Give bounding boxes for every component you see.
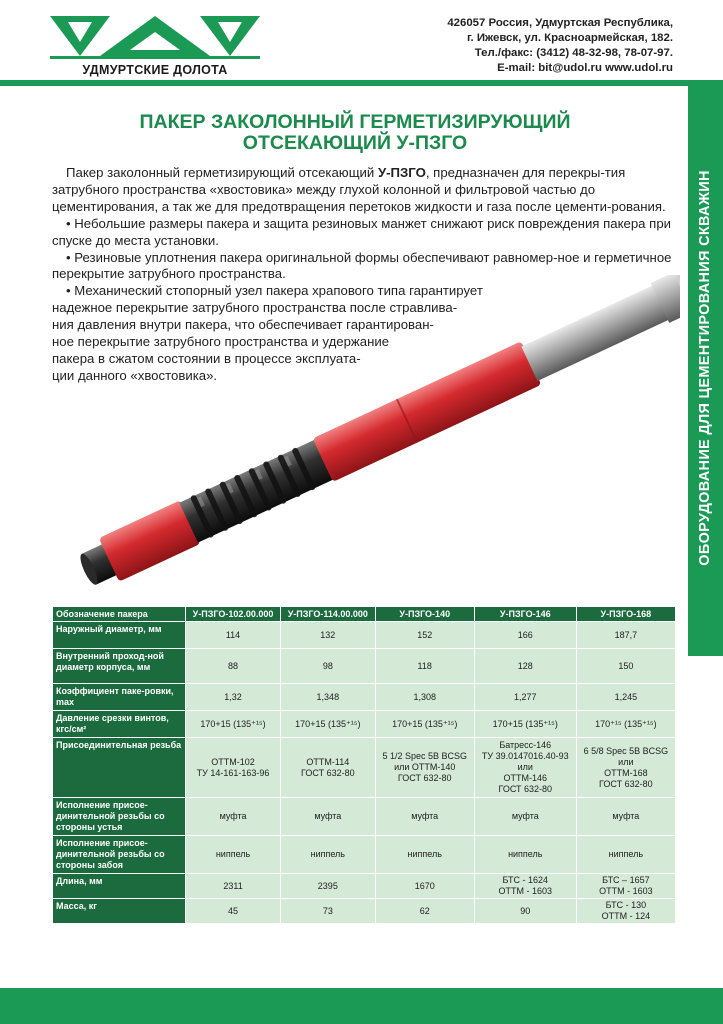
header-model: У-ПЗГО-146 [474,607,576,622]
table-cell: 150 [576,649,675,684]
udol-triangles-logo-icon [50,14,260,62]
table-cell: муфта [281,798,376,836]
table-cell: 1,32 [186,684,281,711]
table-cell: 170⁺¹⁵ (135⁺¹⁵) [576,711,675,738]
row-label: Присоединительная резьба [53,738,186,798]
p1-product-code: У-ПЗГО [377,165,426,180]
table-row [53,649,676,684]
description-bullet-3-line: ния давления внутри пакера, что обеспечивает гарантирован- [52,317,434,333]
logo-text: УДМУРТСКИЕ ДОЛОТА [82,63,228,77]
packer-illustration [70,275,680,595]
row-label: Исполнение присое-динительной резьбы со стороны забоя [53,836,186,874]
table-cell: 62 [375,899,474,924]
table-cell: 170+15 (135⁺¹⁵) [375,711,474,738]
table-row [53,899,676,924]
header-label: Обозначение пакера [53,607,186,622]
title-line-1: ПАКЕР ЗАКОЛОННЫЙ ГЕРМЕТИЗИРУЮЩИЙ [139,111,571,133]
table-cell: муфта [375,798,474,836]
row-label: Длина, мм [53,874,186,899]
row-label: Наружный диаметр, мм [53,622,186,649]
table-cell: муфта [576,798,675,836]
row-label: Коэффициент паке-ровки, max [53,684,186,711]
address-line-2: г. Ижевск, ул. Красноармейская, 182. [466,32,673,44]
table-row [53,684,676,711]
page-title [30,112,680,154]
table-cell: Батресс-146 ТУ 39.0147016.40-93 или ОТТМ-146 ГОСТ 632-80 [474,738,576,798]
table-cell: 152 [375,622,474,649]
contact-block [447,16,673,76]
row-label: Внутренний проход-ной диаметр корпуса, мм [53,649,186,684]
table-cell: 90 [474,899,576,924]
header-model: У-ПЗГО-114.00.000 [281,607,376,622]
table-cell: 2395 [281,874,376,899]
table-cell: 128 [474,649,576,684]
table-cell: 1670 [375,874,474,899]
table-row [53,711,676,738]
row-label: Исполнение присое-динительной резьбы со стороны устья [53,798,186,836]
table-cell: ниппель [375,836,474,874]
table-cell: БТС – 1657 ОТТМ - 1603 [576,874,675,899]
table-cell: ниппель [281,836,376,874]
p1-text-start: Пакер заколонный герметизирующий отсекающий [66,165,378,180]
address-line-1: 426057 Россия, Удмуртская Республика, [447,17,673,29]
table-row [53,836,676,874]
table-header-row [53,607,676,622]
category-sidebar-label: ОБОРУДОВАНИЕ ДЛЯ ЦЕМЕНТИРОВАНИЯ СКВАЖИН [697,170,713,566]
table-cell: БТС - 130 ОТТМ - 124 [576,899,675,924]
description-bullet-3-line: ное перекрытие затрубного пространства и удержание [52,334,390,350]
p1-text-end: , предназначен для перекры-тия затрубного пространства «хвостовика» между глухой колонной и фильтровой частью до цементирования, а так же для предотвращения перетоков жидкости и газа после цементи-рования. [52,165,666,214]
table-cell: 73 [281,899,376,924]
table-cell: ОТТМ-102 ТУ 14-161-163-96 [186,738,281,798]
table-cell: 187,7 [576,622,675,649]
header-model: У-ПЗГО-140 [375,607,474,622]
table-cell: ниппель [186,836,281,874]
table-row [53,622,676,649]
row-label: Давление срезки винтов, кгс/см² [53,711,186,738]
table-cell: 1,277 [474,684,576,711]
header-model: У-ПЗГО-102.00.000 [186,607,281,622]
email-web-line: E-mail: bit@udol.ru www.udol.ru [497,62,673,74]
table-cell: ниппель [576,836,675,874]
title-line-2: ОТСЕКАЮЩИЙ У-ПЗГО [242,132,468,154]
table-cell: 1,308 [375,684,474,711]
description-bullet-3-line: пакера в сжатом состоянии в процессе эксплуата- [52,350,361,366]
header-divider-band [0,80,723,86]
table-row [53,798,676,836]
table-cell: ОТТМ-114 ГОСТ 632-80 [281,738,376,798]
company-logo [50,14,260,76]
table-cell: муфта [186,798,281,836]
table-cell: 170+15 (135⁺¹⁵) [281,711,376,738]
table-cell: 1,348 [281,684,376,711]
specifications-table [52,606,676,924]
phone-line: Тел./факс: (3412) 48-32-98, 78-07-97. [474,47,673,59]
table-row [53,738,676,798]
table-cell: 98 [281,649,376,684]
table-cell: 88 [186,649,281,684]
description-bullet-3-line: • Механический стопорный узел пакера храпового типа гарантирует [66,283,483,299]
row-label: Масса, кг [53,899,186,924]
table-cell: 170+15 (135⁺¹⁵) [186,711,281,738]
table-cell: 2311 [186,874,281,899]
table-cell: 114 [186,622,281,649]
footer-band [0,988,723,1024]
table-row [53,874,676,899]
table-cell: БТС - 1624 ОТТМ - 1603 [474,874,576,899]
header-model: У-ПЗГО-168 [576,607,675,622]
table-cell: 166 [474,622,576,649]
table-cell: 45 [186,899,281,924]
description-bullet-3-line: надежное перекрытие затрубного пространства после стравлива- [52,300,458,316]
table-cell: 170+15 (135⁺¹⁵) [474,711,576,738]
table-cell: 6 5/8 Spec 5B BCSG или ОТТМ-168 ГОСТ 632-80 [576,738,675,798]
table-cell: 1,245 [576,684,675,711]
table-cell: муфта [474,798,576,836]
table-cell: 118 [375,649,474,684]
description-bullet-3-line: ции данного «хвостовика». [52,367,218,383]
description-bullet-2: • Резиновые уплотнения пакера оригинальной формы обеспечивают равномер-ное и герметичное перекрытие затрубного пространства. [52,249,672,282]
table-cell: ниппель [474,836,576,874]
description-paragraph-1 [52,165,682,216]
table-cell: 132 [281,622,376,649]
description-bullet-1: • Небольшие размеры пакера и защита резиновых манжет снижают риск повреждения пакера при спуске до места установки. [52,215,672,248]
table-cell: 5 1/2 Spec 5B BCSG или ОТТМ-140 ГОСТ 632-80 [375,738,474,798]
